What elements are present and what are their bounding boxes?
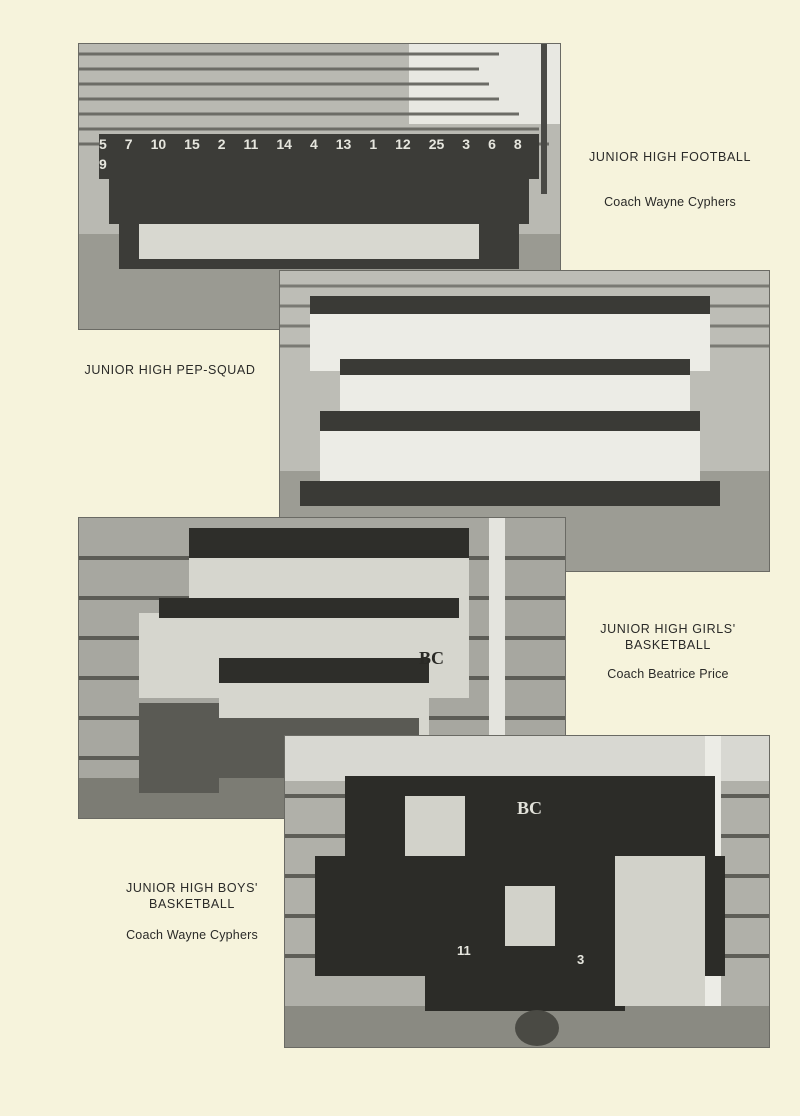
jersey-number: 11 <box>243 136 259 152</box>
football-caption <box>570 149 770 209</box>
football-title: JUNIOR HIGH FOOTBALL <box>588 150 752 164</box>
jersey-number: 12 <box>395 136 411 152</box>
football-coach: Coach Wayne Cyphers <box>604 195 736 209</box>
boys-basketball-title-line1: JUNIOR HIGH BOYS' <box>125 881 259 895</box>
girls-basketball-coach: Coach Beatrice Price <box>607 667 729 681</box>
jersey-number: 5 <box>99 136 107 152</box>
jersey-number: 8 <box>513 136 522 152</box>
boys-jacket-letters: BC <box>517 798 543 818</box>
pep-squad-title: JUNIOR HIGH PEP-SQUAD <box>84 363 256 377</box>
jersey-number: 7 <box>124 136 133 152</box>
boys-basketball-title-line2: BASKETBALL <box>149 897 235 911</box>
boys-jersey-number-3: 3 <box>577 952 585 967</box>
jersey-number: 1 <box>369 136 378 152</box>
girls-basketball-title-line1: JUNIOR HIGH GIRLS' <box>600 622 736 636</box>
boys-basketball-coach: Coach Wayne Cyphers <box>126 928 258 942</box>
jersey-number: 4 <box>309 136 318 152</box>
jersey-number: 9 <box>99 156 107 172</box>
jersey-number: 25 <box>428 136 445 152</box>
pep-squad-caption <box>70 362 270 378</box>
boys-jersey-number-11: 11 <box>457 943 471 958</box>
jersey-number: 14 <box>276 136 292 152</box>
girls-basketball-title-line2: BASKETBALL <box>625 638 711 652</box>
jersey-number: 3 <box>462 136 471 152</box>
boys-basketball-photo <box>284 735 770 1048</box>
jersey-number: 10 <box>150 136 167 152</box>
football-jersey-numbers <box>99 136 539 172</box>
boys-basketball-caption <box>92 880 292 942</box>
girls-sweater-letters: BC <box>419 648 445 668</box>
jersey-number: 6 <box>488 136 496 152</box>
girls-basketball-caption <box>568 621 768 681</box>
jersey-number: 13 <box>335 136 352 152</box>
jersey-number: 15 <box>184 136 200 152</box>
jersey-number: 2 <box>217 136 226 152</box>
